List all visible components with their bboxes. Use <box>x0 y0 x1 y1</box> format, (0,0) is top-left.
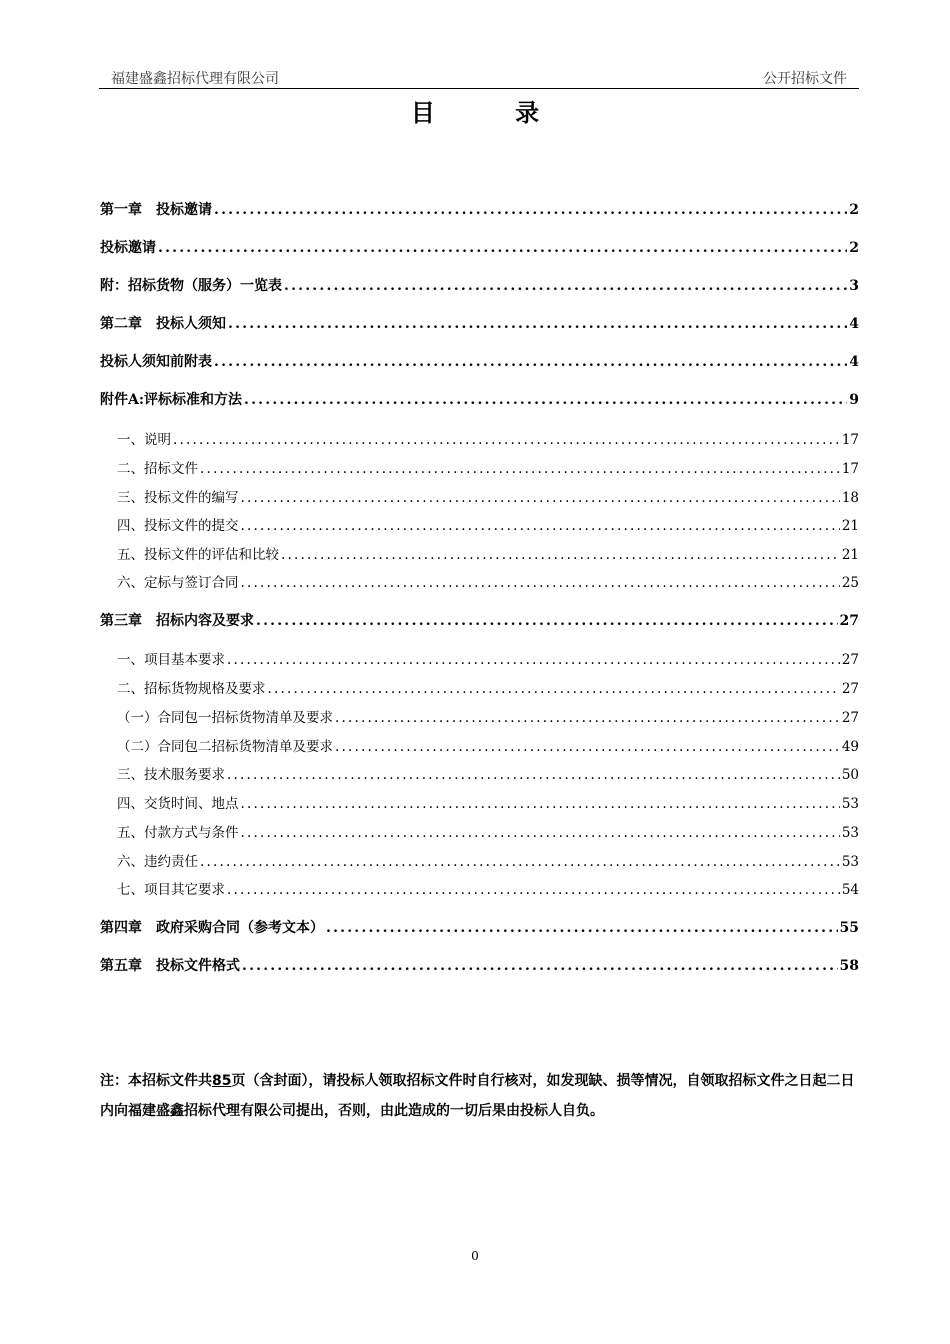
toc-entry-label: 二、招标货物规格及要求 <box>117 681 266 697</box>
toc-leader-dots <box>244 392 847 408</box>
toc-entry-page: 21 <box>841 518 859 534</box>
toc-leader-dots <box>241 575 840 591</box>
toc-entry[interactable] <box>117 486 859 506</box>
toc-entry-label: 三、投标文件的编写 <box>117 490 239 506</box>
toc-entry-page: 27 <box>841 652 859 668</box>
toc-entry-label: （二）合同包二招标货物清单及要求 <box>117 739 333 755</box>
toc-entry-label: 三、技术服务要求 <box>117 767 225 783</box>
toc-entry-page: 49 <box>841 739 859 755</box>
toc-entry[interactable] <box>117 677 859 697</box>
toc-leader-dots <box>214 202 847 218</box>
toc-leader-dots <box>227 882 840 898</box>
toc-entry-label: 第三章 招标内容及要求 <box>100 613 254 629</box>
toc-entry-label: 五、投标文件的评估和比较 <box>117 547 279 563</box>
toc-leader-dots <box>284 278 847 294</box>
toc-entry-page: 50 <box>841 767 859 783</box>
toc-entry-page: 4 <box>849 354 859 370</box>
toc-entry-label: 四、投标文件的提交 <box>117 518 239 534</box>
toc-entry-label: 二、招标文件 <box>117 461 198 477</box>
toc-entry[interactable] <box>117 648 859 668</box>
toc-entry-page: 17 <box>841 461 859 477</box>
toc-entry-label: （一）合同包一招标货物清单及要求 <box>117 710 333 726</box>
toc-entry-page: 53 <box>841 854 859 870</box>
toc-entry-page: 53 <box>841 796 859 812</box>
toc-entry-page: 4 <box>849 316 859 332</box>
toc-entry-page: 21 <box>841 547 859 563</box>
toc-entry-page: 55 <box>839 920 859 936</box>
toc-entry[interactable] <box>100 610 859 630</box>
toc-entry[interactable] <box>100 237 859 257</box>
toc-leader-dots <box>335 739 840 755</box>
toc-entry[interactable] <box>100 955 859 975</box>
page-title: 目 录 <box>410 99 576 127</box>
note-paragraph <box>100 1066 859 1126</box>
toc-entry-label: 一、项目基本要求 <box>117 652 225 668</box>
toc-entry-page: 27 <box>841 710 859 726</box>
toc-entry[interactable] <box>117 706 859 726</box>
toc-entry-label: 七、项目其它要求 <box>117 882 225 898</box>
toc-entry-label: 附：招标货物（服务）一览表 <box>100 278 282 294</box>
toc-entry-label: 投标邀请 <box>100 240 156 256</box>
header-doc-type: 公开招标文件 <box>763 71 847 87</box>
toc-entry[interactable] <box>117 735 859 755</box>
toc-entry-page: 18 <box>841 490 859 506</box>
toc-entry-page: 2 <box>849 240 859 256</box>
toc-entry-label: 六、定标与签订合同 <box>117 575 239 591</box>
toc-entry[interactable] <box>100 351 859 371</box>
toc-entry-label: 四、交货时间、地点 <box>117 796 239 812</box>
toc-leader-dots <box>214 354 847 370</box>
toc-leader-dots <box>200 461 840 477</box>
toc-entry[interactable] <box>117 821 859 841</box>
toc-entry-page: 58 <box>839 958 859 974</box>
toc-leader-dots <box>268 681 840 697</box>
toc-leader-dots <box>173 432 840 448</box>
toc-entry[interactable] <box>100 389 859 409</box>
toc-leader-dots <box>242 958 838 974</box>
toc-entry-page: 53 <box>841 825 859 841</box>
toc-entry[interactable] <box>100 917 859 937</box>
note-prefix: 注：本招标文件共 <box>100 1073 212 1089</box>
toc-entry[interactable] <box>117 792 859 812</box>
toc-entry-page: 9 <box>849 392 859 408</box>
toc-leader-dots <box>256 613 838 629</box>
toc-entry-page: 3 <box>849 278 859 294</box>
toc-entry-label: 第二章 投标人须知 <box>100 316 226 332</box>
toc-entry-label: 第一章 投标邀请 <box>100 202 212 218</box>
toc-entry-label: 第五章 投标文件格式 <box>100 958 240 974</box>
toc-leader-dots <box>281 547 840 563</box>
toc-entry[interactable] <box>117 457 859 477</box>
toc-entry[interactable] <box>117 850 859 870</box>
toc-entry-page: 27 <box>839 613 859 629</box>
page-number: 0 <box>471 1249 479 1263</box>
toc-entry[interactable] <box>117 878 859 898</box>
toc-entry-page: 17 <box>841 432 859 448</box>
toc-entry[interactable] <box>117 571 859 591</box>
toc-entry[interactable] <box>100 313 859 333</box>
toc-leader-dots <box>241 796 840 812</box>
toc-leader-dots <box>335 710 840 726</box>
toc-entry-page: 27 <box>841 681 859 697</box>
toc-leader-dots <box>326 920 838 936</box>
toc-entry[interactable] <box>117 543 859 563</box>
toc-entry-label: 六、违约责任 <box>117 854 198 870</box>
toc-entry-label: 五、付款方式与条件 <box>117 825 239 841</box>
toc-leader-dots <box>228 316 847 332</box>
toc-entry[interactable] <box>100 199 859 219</box>
toc-leader-dots <box>227 767 840 783</box>
toc-entry[interactable] <box>117 514 859 534</box>
note-page-count: 85 <box>212 1073 232 1089</box>
toc-entry[interactable] <box>117 763 859 783</box>
toc-leader-dots <box>241 490 840 506</box>
page-header <box>99 68 859 89</box>
toc-leader-dots <box>241 825 840 841</box>
toc-entry-page: 25 <box>841 575 859 591</box>
header-company: 福建盛鑫招标代理有限公司 <box>111 71 279 87</box>
note-suffix: 页（含封面），请投标人领取招标文件时自行核对，如发现缺、损等情况，自领取招标文件之日起二日内向福建盛鑫招标代理有限公司提出，否则，由此造成的一切后果由投标人自负。 <box>100 1073 855 1119</box>
toc-entry[interactable] <box>117 428 859 448</box>
toc-entry-label: 投标人须知前附表 <box>100 354 212 370</box>
toc-leader-dots <box>227 652 840 668</box>
toc-entry-label: 第四章 政府采购合同（参考文本） <box>100 920 324 936</box>
toc-leader-dots <box>241 518 840 534</box>
toc-entry-label: 附件A:评标标准和方法 <box>100 392 243 408</box>
toc-leader-dots <box>158 240 847 256</box>
toc-entry-page: 2 <box>849 202 859 218</box>
toc-entry-label: 一、说明 <box>117 432 171 448</box>
toc-leader-dots <box>200 854 840 870</box>
toc-entry-page: 54 <box>841 882 859 898</box>
toc-entry[interactable] <box>100 275 859 295</box>
